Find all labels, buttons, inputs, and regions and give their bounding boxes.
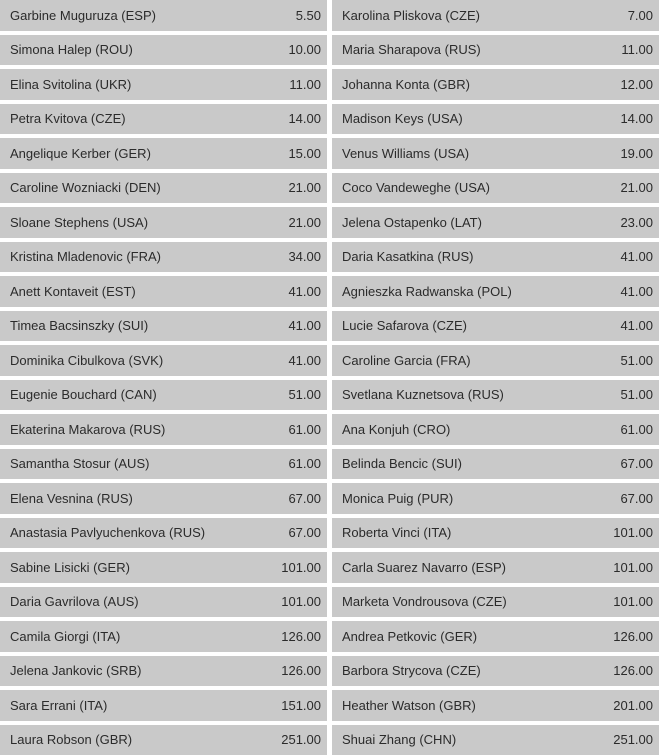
- player-odds: 19.00: [620, 145, 653, 161]
- player-row-right[interactable]: [332, 690, 659, 721]
- player-odds: 67.00: [620, 456, 653, 472]
- player-name: Jelena Jankovic (SRB): [10, 663, 142, 679]
- player-name: Coco Vandeweghe (USA): [342, 180, 490, 196]
- player-name: Karolina Pliskova (CZE): [342, 7, 480, 23]
- player-odds: 41.00: [288, 318, 321, 334]
- player-row-right[interactable]: [332, 104, 659, 135]
- player-odds: 201.00: [613, 697, 653, 713]
- player-odds: 126.00: [281, 628, 321, 644]
- player-name: Camila Giorgi (ITA): [10, 628, 121, 644]
- player-odds: 61.00: [620, 421, 653, 437]
- player-row-left[interactable]: [0, 552, 327, 583]
- player-row-right[interactable]: [332, 345, 659, 376]
- player-row-left[interactable]: [0, 449, 327, 480]
- player-row-right[interactable]: [332, 207, 659, 238]
- player-name: Simona Halep (ROU): [10, 42, 133, 58]
- player-row-left[interactable]: [0, 311, 327, 342]
- player-odds: 14.00: [288, 111, 321, 127]
- player-name: Maria Sharapova (RUS): [342, 42, 481, 58]
- player-odds: 101.00: [613, 594, 653, 610]
- player-odds: 251.00: [613, 732, 653, 748]
- player-name: Daria Gavrilova (AUS): [10, 594, 139, 610]
- player-row-left[interactable]: [0, 0, 327, 31]
- player-row-left[interactable]: [0, 725, 327, 756]
- player-odds: 15.00: [288, 145, 321, 161]
- player-row-left[interactable]: [0, 414, 327, 445]
- player-odds: 41.00: [620, 249, 653, 265]
- player-odds: 21.00: [288, 214, 321, 230]
- player-row-left[interactable]: [0, 276, 327, 307]
- player-odds: 251.00: [281, 732, 321, 748]
- player-name: Svetlana Kuznetsova (RUS): [342, 387, 504, 403]
- player-row-right[interactable]: [332, 276, 659, 307]
- player-row-left[interactable]: [0, 104, 327, 135]
- player-odds: 23.00: [620, 214, 653, 230]
- player-row-left[interactable]: [0, 587, 327, 618]
- player-odds: 101.00: [281, 594, 321, 610]
- player-odds: 34.00: [288, 249, 321, 265]
- player-row-right[interactable]: [332, 518, 659, 549]
- player-odds: 11.00: [621, 42, 653, 58]
- player-odds: 126.00: [613, 628, 653, 644]
- player-name: Garbine Muguruza (ESP): [10, 7, 156, 23]
- player-name: Sloane Stephens (USA): [10, 214, 149, 230]
- player-row-left[interactable]: [0, 138, 327, 169]
- player-name: Caroline Garcia (FRA): [342, 352, 471, 368]
- player-name: Eugenie Bouchard (CAN): [10, 387, 157, 403]
- player-row-left[interactable]: [0, 35, 327, 66]
- player-name: Caroline Wozniacki (DEN): [10, 180, 161, 196]
- player-odds: 61.00: [288, 421, 321, 437]
- player-odds: 126.00: [281, 663, 321, 679]
- player-row-left[interactable]: [0, 483, 327, 514]
- player-name: Shuai Zhang (CHN): [342, 732, 457, 748]
- player-odds: 5.50: [295, 7, 321, 23]
- player-name: Laura Robson (GBR): [10, 732, 133, 748]
- player-name: Carla Suarez Navarro (ESP): [342, 559, 506, 575]
- player-name: Sabine Lisicki (GER): [10, 559, 130, 575]
- player-row-right[interactable]: [332, 449, 659, 480]
- player-name: Andrea Petkovic (GER): [342, 628, 478, 644]
- player-row-left[interactable]: [0, 656, 327, 687]
- player-name: Belinda Bencic (SUI): [342, 456, 462, 472]
- player-name: Monica Puig (PUR): [342, 490, 454, 506]
- player-name: Heather Watson (GBR): [342, 697, 476, 713]
- player-odds: 41.00: [620, 318, 653, 334]
- player-row-left[interactable]: [0, 242, 327, 273]
- player-row-right[interactable]: [332, 587, 659, 618]
- player-odds: 67.00: [288, 490, 321, 506]
- player-row-left[interactable]: [0, 380, 327, 411]
- player-name: Anett Kontaveit (EST): [10, 283, 136, 299]
- player-odds: 101.00: [613, 525, 653, 541]
- player-row-left[interactable]: [0, 207, 327, 238]
- player-name: Elina Svitolina (UKR): [10, 76, 132, 92]
- player-row-left[interactable]: [0, 518, 327, 549]
- player-name: Lucie Safarova (CZE): [342, 318, 467, 334]
- player-row-right[interactable]: [332, 138, 659, 169]
- player-row-right[interactable]: [332, 242, 659, 273]
- player-odds: 51.00: [288, 387, 321, 403]
- player-row-right[interactable]: [332, 69, 659, 100]
- player-row-right[interactable]: [332, 621, 659, 652]
- player-odds: 12.00: [620, 76, 653, 92]
- player-row-left[interactable]: [0, 690, 327, 721]
- player-name: Dominika Cibulkova (SVK): [10, 352, 164, 368]
- player-name: Elena Vesnina (RUS): [10, 490, 133, 506]
- player-row-left[interactable]: [0, 69, 327, 100]
- player-row-right[interactable]: [332, 725, 659, 756]
- player-row-right[interactable]: [332, 311, 659, 342]
- player-odds: 14.00: [620, 111, 653, 127]
- player-name: Timea Bacsinszky (SUI): [10, 318, 149, 334]
- player-name: Agnieszka Radwanska (POL): [342, 283, 512, 299]
- player-odds: 10.00: [288, 42, 321, 58]
- player-odds: 21.00: [288, 180, 321, 196]
- player-odds: 151.00: [281, 697, 321, 713]
- player-odds: 61.00: [288, 456, 321, 472]
- player-name: Johanna Konta (GBR): [342, 76, 470, 92]
- player-row-left[interactable]: [0, 621, 327, 652]
- player-odds: 101.00: [281, 559, 321, 575]
- player-odds: 41.00: [288, 283, 321, 299]
- player-name: Petra Kvitova (CZE): [10, 111, 126, 127]
- player-row-right[interactable]: [332, 35, 659, 66]
- player-name: Ana Konjuh (CRO): [342, 421, 451, 437]
- player-name: Samantha Stosur (AUS): [10, 456, 150, 472]
- player-row-right[interactable]: [332, 380, 659, 411]
- player-odds: 41.00: [620, 283, 653, 299]
- player-row-right[interactable]: [332, 656, 659, 687]
- player-name: Venus Williams (USA): [342, 145, 470, 161]
- player-row-right[interactable]: [332, 0, 659, 31]
- player-odds: 21.00: [620, 180, 653, 196]
- player-row-right[interactable]: [332, 414, 659, 445]
- player-odds: 101.00: [613, 559, 653, 575]
- player-name: Jelena Ostapenko (LAT): [342, 214, 482, 230]
- player-row-right[interactable]: [332, 552, 659, 583]
- player-odds: 7.00: [627, 7, 653, 23]
- player-name: Sara Errani (ITA): [10, 697, 108, 713]
- player-odds: 67.00: [288, 525, 321, 541]
- player-name: Barbora Strycova (CZE): [342, 663, 481, 679]
- player-row-left[interactable]: [0, 345, 327, 376]
- player-row-left[interactable]: [0, 173, 327, 204]
- player-name: Anastasia Pavlyuchenkova (RUS): [10, 525, 206, 541]
- player-name: Angelique Kerber (GER): [10, 145, 151, 161]
- player-name: Marketa Vondrousova (CZE): [342, 594, 507, 610]
- player-odds: 41.00: [288, 352, 321, 368]
- player-name: Kristina Mladenovic (FRA): [10, 249, 161, 265]
- player-odds: 11.00: [289, 76, 321, 92]
- player-name: Madison Keys (USA): [342, 111, 463, 127]
- player-odds: 51.00: [620, 352, 653, 368]
- player-row-right[interactable]: [332, 483, 659, 514]
- player-name: Roberta Vinci (ITA): [342, 525, 452, 541]
- player-name: Ekaterina Makarova (RUS): [10, 421, 166, 437]
- player-name: Daria Kasatkina (RUS): [342, 249, 474, 265]
- player-odds: 126.00: [613, 663, 653, 679]
- player-odds: 67.00: [620, 490, 653, 506]
- player-odds: 51.00: [620, 387, 653, 403]
- player-row-right[interactable]: [332, 173, 659, 204]
